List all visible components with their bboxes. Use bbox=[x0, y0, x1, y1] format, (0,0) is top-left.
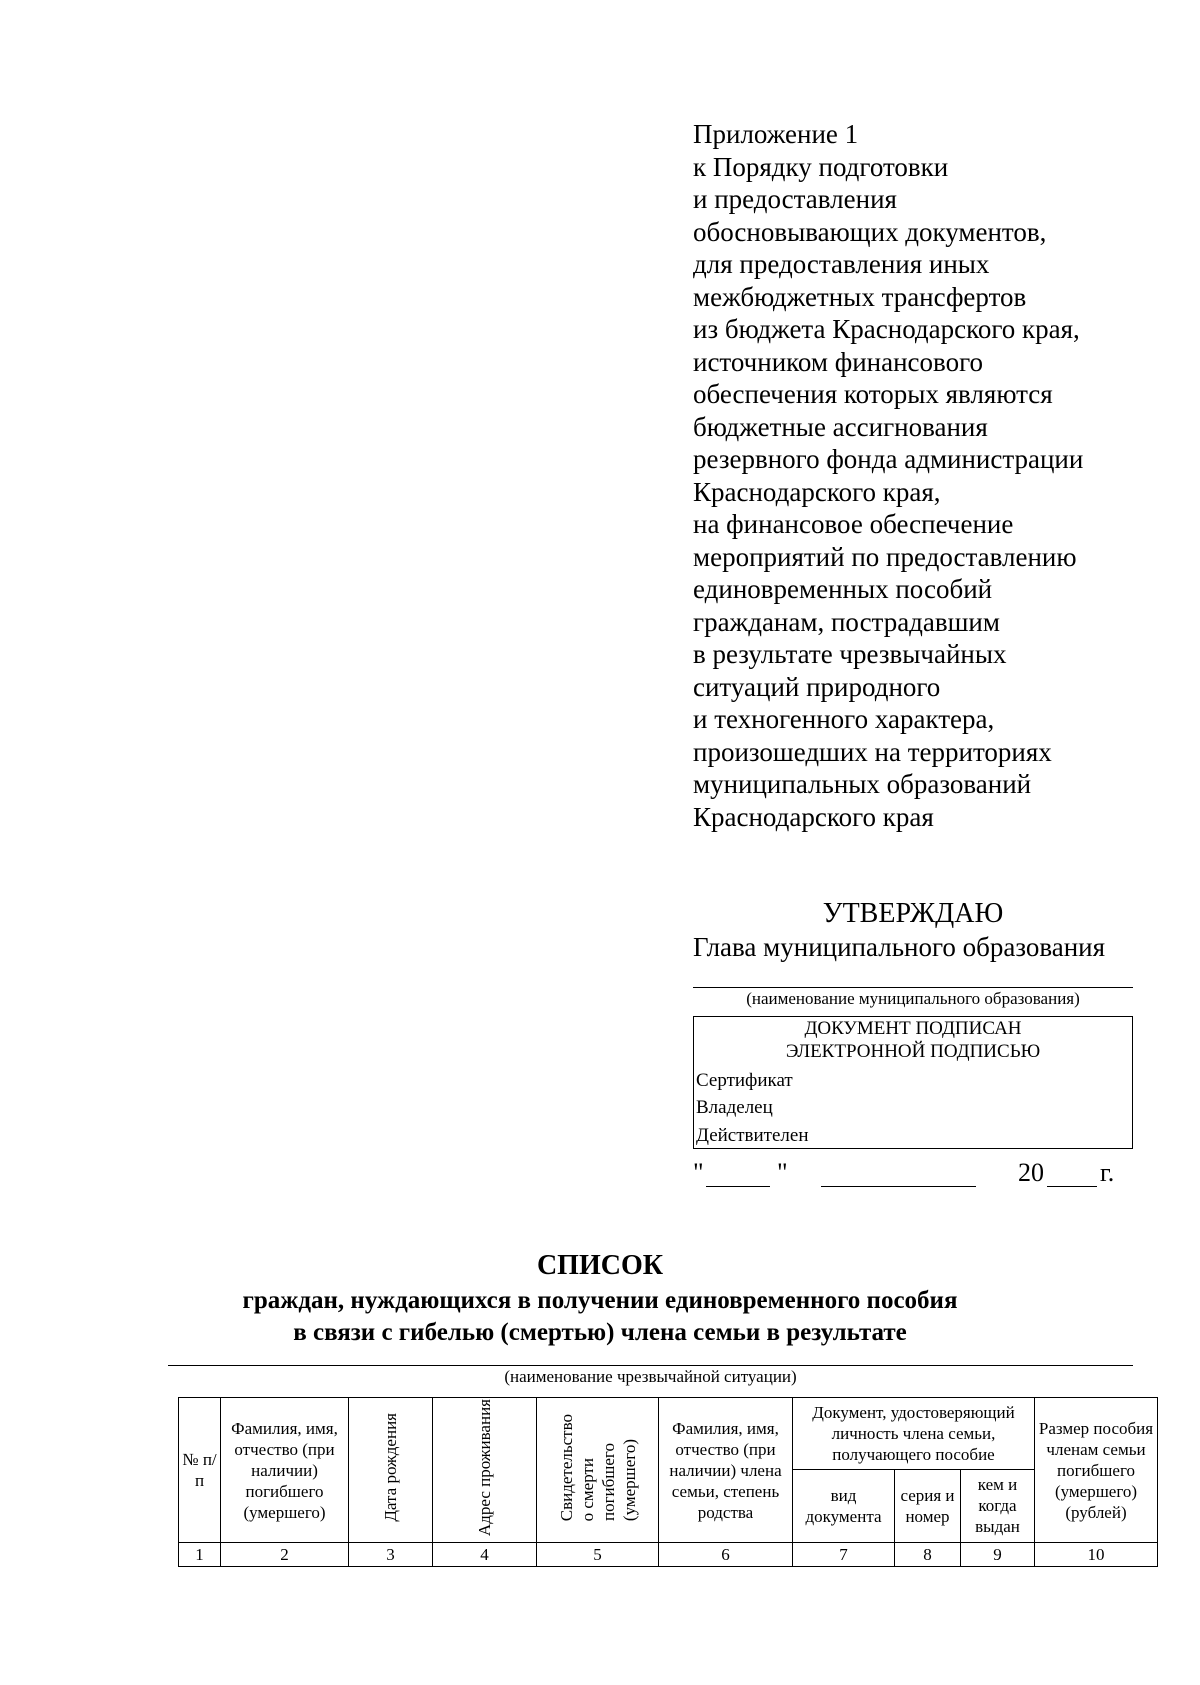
header-document-type: вид документа bbox=[793, 1469, 895, 1543]
year-prefix: 20 bbox=[1018, 1158, 1044, 1187]
header-deceased-name: Фамилия, имя, отчество (при наличии) погибшего (умершего) bbox=[221, 1398, 349, 1543]
month-blank bbox=[821, 1158, 976, 1187]
list-title: СПИСОК bbox=[536, 1250, 664, 1281]
appendix-line: и предоставления bbox=[693, 184, 897, 214]
signature-valid-label: Действителен bbox=[696, 1125, 809, 1146]
header-death-certificate-line: Свидетельство bbox=[556, 1413, 576, 1522]
appendix-line: из бюджета Краснодарского края, bbox=[693, 314, 1080, 344]
header-death-certificate-line: погибшего bbox=[598, 1443, 618, 1522]
header-document-issued: кем и когда выдан bbox=[961, 1469, 1035, 1543]
electronic-signature-stamp bbox=[693, 1016, 1133, 1149]
column-number-cell: 5 bbox=[537, 1543, 659, 1567]
day-blank bbox=[706, 1158, 770, 1187]
appendix-line: Краснодарского края, bbox=[693, 476, 941, 507]
appendix-line: муниципальных образований bbox=[693, 769, 1032, 799]
emergency-name-line bbox=[168, 1365, 1133, 1366]
appendix-line: в результате чрезвычайных bbox=[693, 639, 1007, 669]
column-number-cell: 1 bbox=[179, 1543, 221, 1567]
year-blank bbox=[1047, 1158, 1097, 1187]
appendix-line: и техногенного характера, bbox=[693, 704, 995, 734]
column-number-cell: 10 bbox=[1035, 1543, 1158, 1567]
signature-heading-line2: ЭЛЕКТРОННОЙ ПОДПИСЬЮ bbox=[785, 1041, 1041, 1062]
appendix-line: мероприятий по предоставлению bbox=[693, 541, 1077, 572]
header-death-certificate-line: о смерти bbox=[577, 1457, 597, 1522]
signature-certificate-label: Сертификат bbox=[696, 1070, 793, 1091]
list-subtitle-line2: в связи с гибелью (смертью) члена семьи в результате bbox=[293, 1319, 907, 1346]
column-number-cell: 2 bbox=[221, 1543, 349, 1567]
column-number-cell: 7 bbox=[793, 1543, 895, 1567]
header-death-certificate-line: (умершего) bbox=[619, 1439, 639, 1522]
column-number-cell: 9 bbox=[961, 1543, 1035, 1567]
header-document-series: серия и номер bbox=[895, 1469, 961, 1543]
header-benefit-amount: Размер пособия членам семьи погибшего (умершего) (рублей) bbox=[1035, 1398, 1158, 1543]
date-quote-open: " bbox=[693, 1158, 704, 1187]
appendix-line: межбюджетных трансфертов bbox=[693, 281, 1027, 312]
appendix-line: ситуаций природного bbox=[693, 671, 941, 702]
appendix-line: произошедших на территориях bbox=[693, 736, 1052, 767]
approval-title: УТВЕРЖДАЮ bbox=[822, 898, 1004, 929]
signature-owner-label: Владелец bbox=[696, 1097, 773, 1118]
date-quote-close: " bbox=[777, 1158, 788, 1187]
appendix-line: обеспечения которых являются bbox=[693, 379, 1053, 409]
citizens-table bbox=[178, 1397, 1158, 1567]
header-family-member: Фамилия, имя, отчество (при наличии) члена семьи, степень родства bbox=[659, 1398, 793, 1543]
appendix-line: Приложение 1 bbox=[693, 119, 859, 149]
appendix-line: единовременных пособий bbox=[693, 574, 993, 604]
appendix-line: для предоставления иных bbox=[693, 249, 990, 279]
header-row-number: № п/п bbox=[179, 1398, 221, 1543]
municipality-name-caption: (наименование муниципального образования) bbox=[746, 989, 1080, 1008]
emergency-name-caption: (наименование чрезвычайной ситуации) bbox=[504, 1367, 797, 1386]
header-address bbox=[433, 1398, 537, 1543]
appendix-line: обосновывающих документов, bbox=[693, 216, 1047, 247]
appendix-line: источником финансового bbox=[693, 346, 983, 377]
appendix-line: бюджетные ассигнования bbox=[693, 411, 988, 442]
appendix-header bbox=[693, 118, 1163, 833]
header-birth-date-text: Дата рождения bbox=[381, 1413, 400, 1522]
column-number-cell: 3 bbox=[349, 1543, 433, 1567]
header-identity-document: Документ, удостоверяющий личность члена семьи, получающего пособие bbox=[793, 1398, 1035, 1470]
appendix-line: Краснодарского края bbox=[693, 801, 934, 832]
municipality-name-line bbox=[693, 987, 1133, 988]
header-death-certificate bbox=[537, 1398, 659, 1543]
column-number-cell: 6 bbox=[659, 1543, 793, 1567]
year-suffix: г. bbox=[1100, 1158, 1115, 1187]
appendix-line: на финансовое обеспечение bbox=[693, 509, 1014, 539]
approval-date bbox=[693, 1158, 1133, 1190]
header-address-text: Адрес проживания bbox=[475, 1399, 494, 1537]
approval-role: Глава муниципального образования bbox=[693, 932, 1106, 962]
appendix-line: резервного фонда администрации bbox=[693, 444, 1084, 474]
appendix-line: гражданам, пострадавшим bbox=[693, 606, 1000, 637]
list-subtitle-line1: граждан, нуждающихся в получении единовременного пособия bbox=[242, 1287, 958, 1314]
appendix-line: к Порядку подготовки bbox=[693, 151, 949, 182]
column-number-cell: 8 bbox=[895, 1543, 961, 1567]
signature-heading-line1: ДОКУМЕНТ ПОДПИСАН bbox=[804, 1018, 1022, 1039]
column-number-cell: 4 bbox=[433, 1543, 537, 1567]
header-birth-date bbox=[349, 1398, 433, 1543]
